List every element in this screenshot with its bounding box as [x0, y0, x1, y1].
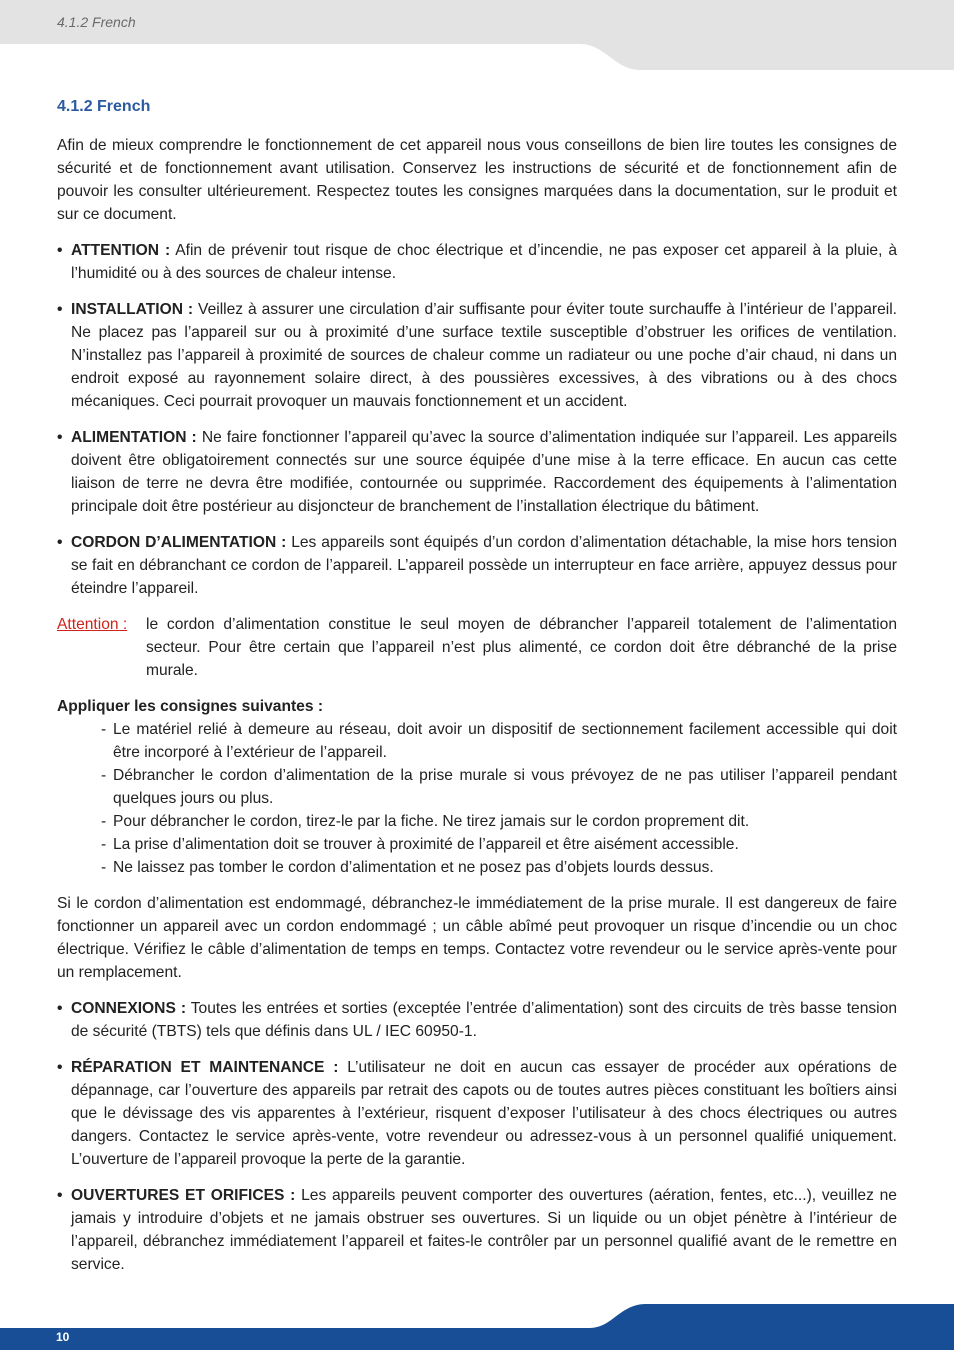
bullet-dot: •: [57, 534, 63, 551]
bullet-text: Ne faire fonctionner l’appareil qu’avec la source d’alimentation indiquée sur l’appareil. Les appareils doivent être obligatoirement connectés sur une source équipée d’une mise à la terre efficace. En aucun cas cette liaison de terre ne devra être modifiée, contournée ou supprimée. Raccordement des équipements à l’alimentation principale doit être postérieur au disjoncteur de branchement de l’installation électrique du bâtiment.: [71, 429, 898, 515]
dash-marker: -: [101, 836, 107, 853]
apply-list: [57, 718, 897, 879]
bullet-dot: •: [57, 429, 63, 446]
bullet-alimentation: [57, 426, 897, 518]
attention-label: Attention :: [57, 616, 128, 633]
apply-heading: Appliquer les consignes suivantes :: [57, 698, 324, 715]
bullet-label: ALIMENTATION :: [71, 429, 197, 446]
dash-marker: -: [101, 767, 107, 784]
running-header-title: 4.1.2 French: [57, 14, 136, 30]
bullet-dot: •: [57, 242, 63, 259]
bullet-text: Les appareils sont équipés d’un cordon d’alimentation détachable, la mise hors tension se fait en débranchant ce cordon de l’appareil. L’appareil possède un interrupteur en face arrière, appuyez dessus pour éteindre l’appareil.: [71, 534, 897, 597]
header-band-shape: [0, 0, 954, 70]
apply-item: [101, 856, 897, 879]
bullet-attention: [57, 239, 897, 285]
bullet-dot: •: [57, 301, 63, 318]
header-band: [0, 0, 954, 70]
dash-marker: -: [101, 859, 107, 876]
damaged-cord-paragraph: Si le cordon d’alimentation est endommagé, débranchez-le immédiatement de la prise murale. Il est dangereux de faire fonctionner un appareil avec un cordon endommagé ; un câble abîmé peut provoquer un risque d’incendie ou un choc électrique. Vérifiez le câble d’alimentation de temps en temps. Contactez votre revendeur ou le service après-vente pour un remplacement.: [57, 895, 897, 981]
bullet-text: Afin de prévenir tout risque de choc électrique et d’incendie, ne pas exposer cet appareil à la pluie, à l’humidité ou à des sources de chaleur intense.: [71, 242, 897, 282]
attention-text: le cordon d’alimentation constitue le seul moyen de débrancher l’appareil totalement de l’alimentation secteur. Pour être certain que l’appareil n’est plus alimenté, ce cordon doit être débranché de la prise murale.: [146, 616, 897, 679]
dash-marker: -: [101, 721, 107, 738]
apply-item: [101, 764, 897, 810]
apply-item-text: Ne laissez pas tomber le cordon d’alimentation et ne posez pas d’objets lourds dessus.: [113, 859, 714, 876]
footer-band-shape: [0, 1304, 954, 1350]
bullet-label: OUVERTURES ET ORIFICES :: [71, 1187, 296, 1204]
bullet-dot: •: [57, 1059, 63, 1076]
footer-band: [0, 1304, 954, 1350]
page-number: 10: [56, 1330, 70, 1344]
bullet-label: CORDON D’ALIMENTATION :: [71, 534, 287, 551]
bullet-label: CONNEXIONS :: [71, 1000, 187, 1017]
bullet-installation: [57, 298, 897, 413]
bullet-ouvertures: [57, 1184, 897, 1276]
bullet-text: Les appareils peuvent comporter des ouvertures (aération, fentes, etc...), veuillez ne jamais y introduire d’objets et ne jamais obstruer ses ouvertures. Si un liquide ou un objet pénètre à l’intérieur de l’appareil, débranchez immédiatement l’appareil et faites-le contrôler par un personnel qualifié avant de le remettre en service.: [71, 1187, 897, 1273]
attention-note: [57, 613, 897, 682]
bullet-dot: •: [57, 1000, 63, 1017]
apply-item: [101, 810, 897, 833]
bullet-label: INSTALLATION :: [71, 301, 194, 318]
bullet-cordon: [57, 531, 897, 600]
page-content: [57, 96, 897, 1289]
bullet-text: Toutes les entrées et sorties (exceptée l’entrée d’alimentation) sont des circuits de très basse tension de sécurité (TBTS) tels que définis dans UL / IEC 60950-1.: [71, 1000, 897, 1040]
intro-paragraph: Afin de mieux comprendre le fonctionnement de cet appareil nous vous conseillons de bien lire toutes les consignes de sécurité et de fonctionnement avant utilisation. Conservez les instructions de sécurité et de fonctionnement afin de pouvoir les consulter ultérieurement. Respectez toutes les consignes marquées dans la documentation, sur le produit et sur ce document.: [57, 137, 897, 223]
bullet-label: ATTENTION :: [71, 242, 171, 259]
bullet-text: Veillez à assurer une circulation d’air suffisante pour éviter toute surchauffe à l’intérieur de l’appareil. Ne placez pas l’appareil sur ou à proximité d’une surface textile susceptible d’obstruer les orifices de ventilation. N’installez pas l’appareil à proximité de sources de chaleur comme un radiateur ou une poche d’air chaud, ni dans un endroit exposé au rayonnement solaire direct, à des poussières excessives, à des vibrations ou à des chocs mécaniques. Ceci pourrait provoquer un mauvais fonctionnement et un accident.: [71, 301, 897, 410]
bullet-dot: •: [57, 1187, 63, 1204]
apply-item: [101, 718, 897, 764]
dash-marker: -: [101, 813, 107, 830]
bullet-text: L’utilisateur ne doit en aucun cas essayer de procéder aux opérations de dépannage, car l’ouverture des appareils par retrait des capots ou de toutes autres pièces constituant les boîtiers ainsi que le dévissage des vis apparentes à l’extérieur, risquent d’exposer l’utilisateur à des chocs électriques ou autres dangers. Contactez le service après-vente, votre revendeur ou adressez-vous à un personnel qualifié uniquement. L’ouverture de l’appareil provoque la perte de la garantie.: [71, 1059, 897, 1168]
apply-item-text: La prise d’alimentation doit se trouver à proximité de l’appareil et être aisément accessible.: [113, 836, 739, 853]
apply-item-text: Débrancher le cordon d’alimentation de la prise murale si vous prévoyez de ne pas utiliser l’appareil pendant quelques jours ou plus.: [113, 767, 897, 807]
apply-item: [101, 833, 897, 856]
bullet-connexions: [57, 997, 897, 1043]
bullet-reparation: [57, 1056, 897, 1171]
apply-item-text: Pour débrancher le cordon, tirez-le par la fiche. Ne tirez jamais sur le cordon proprement dit.: [113, 813, 750, 830]
bullet-label: RÉPARATION ET MAINTENANCE :: [71, 1059, 339, 1076]
apply-item-text: Le matériel relié à demeure au réseau, doit avoir un dispositif de sectionnement facilement accessible qui doit être incorporé à l’extérieur de l’appareil.: [113, 721, 897, 761]
section-heading: 4.1.2 French: [57, 98, 151, 115]
